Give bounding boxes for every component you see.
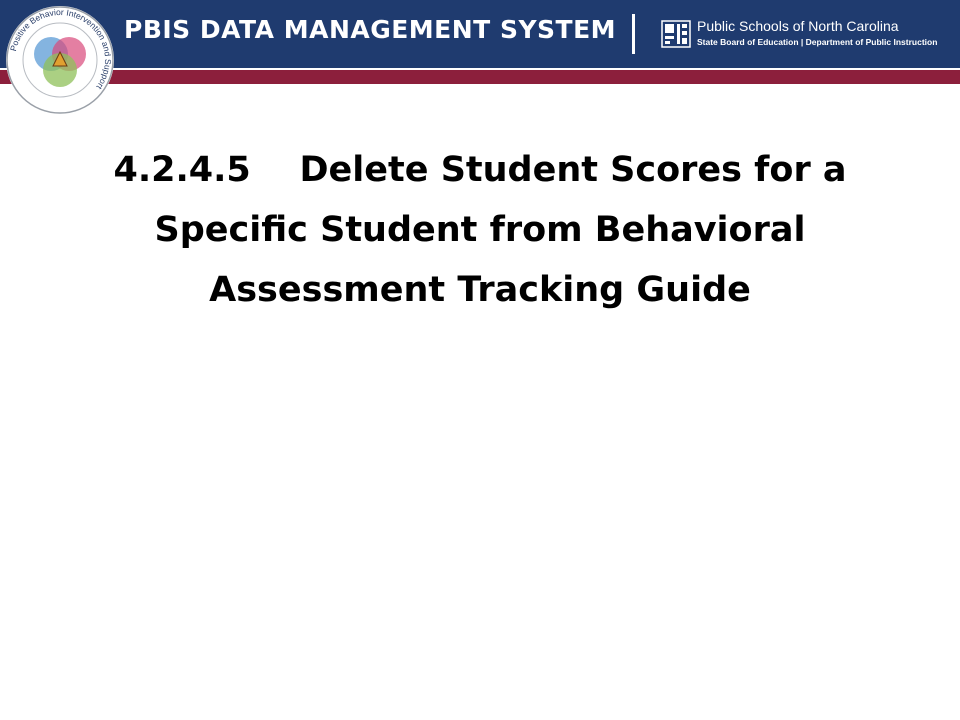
slide-title-line: Assessment Tracking Guide: [209, 270, 751, 310]
pbis-seal-logo: [4, 4, 116, 116]
slide-title-line: 4.2.4.5 Delete Student Scores for a: [113, 150, 847, 190]
seal-ring-text: Positive Behavior Intervention and Support: [7, 6, 114, 92]
slide-title-line: Specific Student from Behavioral: [154, 210, 806, 250]
slide-title: [60, 140, 900, 320]
dpi-logo-icon: [661, 20, 691, 48]
dpi-subtitle: State Board of Education | Department of Public Instruction: [697, 37, 938, 47]
header-divider: [632, 14, 635, 54]
dpi-name: Public Schools of North Carolina: [697, 18, 899, 34]
system-title: PBIS DATA MANAGEMENT SYSTEM: [124, 15, 617, 44]
header-accent-stripe: [0, 68, 960, 84]
